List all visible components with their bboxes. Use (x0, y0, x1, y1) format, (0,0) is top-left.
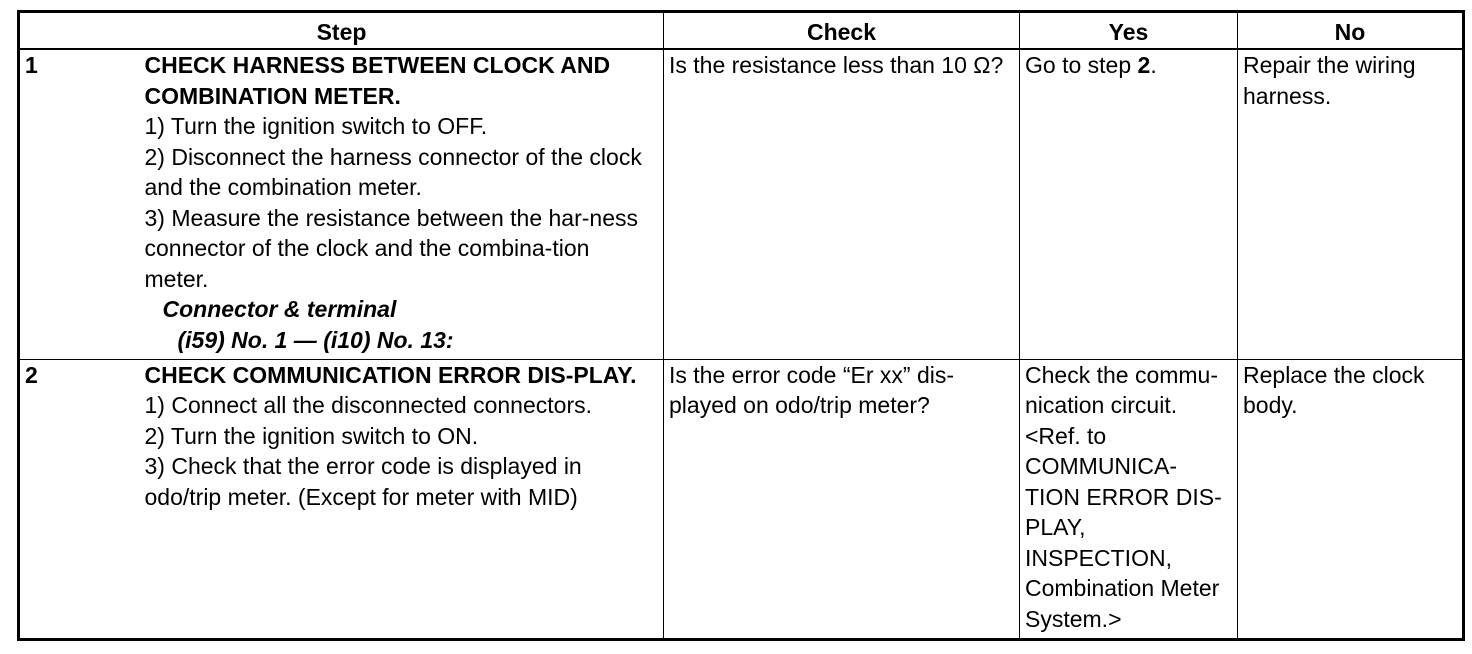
step-row-2 (19, 359, 1464, 639)
check-header: Check (664, 12, 1020, 50)
yes-line: INSPECTION, (1025, 544, 1172, 571)
yes-line: Combination Meter (1025, 575, 1220, 601)
step-instruction: 2) Disconnect the harness connector of the clock and the combination meter. (144, 143, 642, 200)
step-instruction: 3) Measure the resistance between the har-ness connector of the clock and the combina-tion meter. (144, 204, 638, 292)
step-instruction: 2) Turn the ignition switch to ON. (144, 422, 479, 449)
no-header: No (1238, 12, 1464, 50)
yes-line: Check the commu- (1025, 361, 1219, 388)
step-content (140, 359, 664, 639)
yes-text: Go to step (1025, 52, 1138, 78)
check-cell: Is the resistance less than 10 Ω? (664, 49, 1020, 359)
step-title: CHECK COMMUNICATION ERROR DIS-PLAY. (144, 361, 637, 388)
yes-line: PLAY, (1025, 514, 1086, 540)
connector-spec-label: Connector & terminal (162, 296, 397, 322)
step-instruction: 1) Connect all the disconnected connectors. (144, 392, 592, 418)
no-cell: Replace the clock body. (1238, 359, 1464, 639)
yes-line: nication circuit. (1025, 392, 1178, 418)
yes-line: <Ref. to (1025, 422, 1107, 449)
yes-step-link: 2 (1137, 52, 1151, 78)
connector-spec-value: (i59) No. 1 — (i10) No. 13: (177, 326, 454, 353)
check-cell: Is the error code “Er xx” dis-played on odo/trip meter? (664, 359, 1020, 639)
header-row (19, 12, 1464, 50)
yes-line: System.> (1025, 605, 1122, 632)
step-header: Step (19, 12, 664, 50)
step-title: CHECK HARNESS BETWEEN CLOCK AND COMBINATION METER. (144, 52, 611, 109)
no-cell: Repair the wiring harness. (1238, 49, 1464, 359)
yes-header: Yes (1020, 12, 1238, 50)
yes-suffix: . (1150, 52, 1157, 78)
yes-line: COMMUNICA- (1025, 453, 1178, 479)
step-instruction: 3) Check that the error code is displayed in odo/trip meter. (Except for meter with MID) (144, 453, 582, 510)
yes-line: TION ERROR DIS- (1025, 483, 1222, 510)
step-instruction: 1) Turn the ignition switch to OFF. (144, 113, 488, 139)
yes-cell (1020, 49, 1238, 359)
step-number: 1 (19, 49, 140, 359)
diagnostic-table (17, 10, 1465, 641)
step-row-1 (19, 49, 1464, 359)
step-content (140, 49, 664, 359)
step-number: 2 (19, 359, 140, 639)
yes-cell (1020, 359, 1238, 639)
